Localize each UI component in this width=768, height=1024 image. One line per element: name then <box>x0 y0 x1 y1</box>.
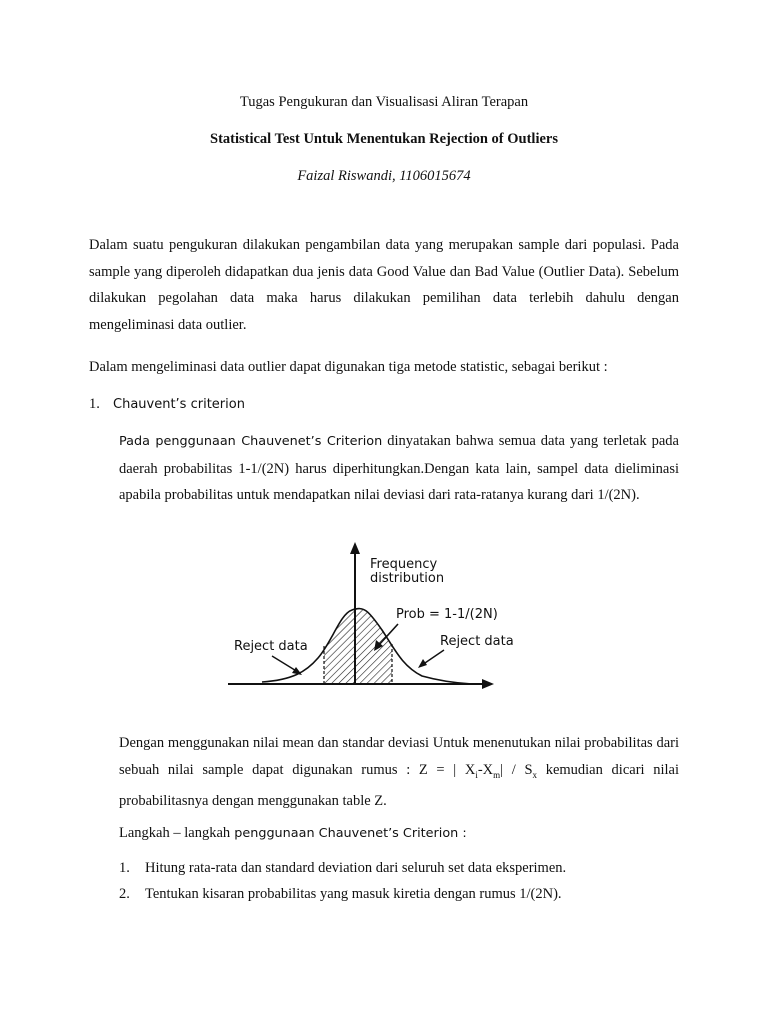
formula-text-before: Dengan menggunakan nilai mean dan standar deviasi Untuk menenutukan nilai probabilitas dari sebuah nilai sample dapat digunakan rumus : Z = | X <box>119 735 679 778</box>
list-item-text: Tentukan kisaran probabilitas yang masuk kiretia dengan rumus 1/(2N). <box>145 886 562 902</box>
list-item-text: Hitung rata-rata dan standard deviation dari seluruh set data eksperimen. <box>145 860 567 876</box>
formula-sub-m: m <box>493 769 501 780</box>
formula-sub-i: i <box>475 769 478 780</box>
methods-intro-paragraph: Dalam mengeliminasi data outlier dapat digunakan tiga metode statistic, sebagai berikut : <box>89 359 608 375</box>
formula-dash-x: -X <box>477 761 494 778</box>
section-heading-text: Chauvent’s criterion <box>113 397 245 412</box>
y-axis-label-line1: Frequency <box>370 557 438 572</box>
x-axis-arrowhead <box>482 679 494 689</box>
formula-sub-x: x <box>532 769 538 780</box>
y-axis-arrowhead <box>350 542 360 554</box>
reject-left-arrowhead <box>292 667 302 675</box>
reject-label-left: Reject data <box>234 639 308 654</box>
list-item <box>119 886 679 903</box>
chauvenet-lead: Pada penggunaan Chauvenet’s Criterion <box>119 434 383 449</box>
author-line: Faizal Riswandi, 1106015674 <box>297 168 471 184</box>
steps-intro-lead: Langkah – langkah <box>119 825 231 841</box>
probability-label: Prob = 1-1/(2N) <box>396 607 498 622</box>
formula-text-after: kemudian dicari nilai probabilitasnya dengan menggunakan table Z. <box>119 761 679 809</box>
course-title: Tugas Pengukuran dan Visualisasi Aliran Terapan <box>239 94 529 110</box>
steps-intro-rest: penggunaan Chauvenet’s Criterion : <box>230 826 467 841</box>
formula-slash-s: | / S <box>500 761 533 778</box>
formula-paragraph <box>119 730 679 814</box>
y-axis-label-line2: distribution <box>370 571 445 586</box>
reject-left-pointer <box>272 656 298 672</box>
list-item-number: 1. <box>119 860 130 876</box>
list-item-number: 2. <box>119 886 130 902</box>
intro-paragraph: Dalam suatu pengukuran dilakukan pengambilan data yang merupakan sample dari populasi. Pada sample yang diperoleh didapatkan dua jenis data Good Value dan Bad Value (Outlier Data). Sebelum dilakukan pegolahan data maka harus dilakukan pemilihan data terlebih dahulu dengan mengeliminasi data outlier. <box>89 237 679 333</box>
list-item <box>119 860 679 877</box>
section-heading-chauvenet <box>89 396 245 413</box>
reject-label-right: Reject data <box>440 634 514 649</box>
section-number: 1. <box>89 396 100 412</box>
steps-intro <box>119 820 679 848</box>
reject-right-arrowhead <box>418 659 427 668</box>
chauvenet-paragraph <box>119 428 679 509</box>
chauvenet-body: dinyatakan bahwa semua data yang terletak pada daerah probabilitas 1-1/(2N) harus diperhitungkan.Dengan kata lain, sampel data dieliminasi apabila probabilitas untuk mendapatkan nilai deviasi dari rata-ratanya kurang dari 1/(2N). <box>119 433 679 503</box>
document-title: Statistical Test Untuk Menentukan Rejection of Outliers <box>210 131 558 147</box>
normal-distribution-figure <box>222 538 514 698</box>
